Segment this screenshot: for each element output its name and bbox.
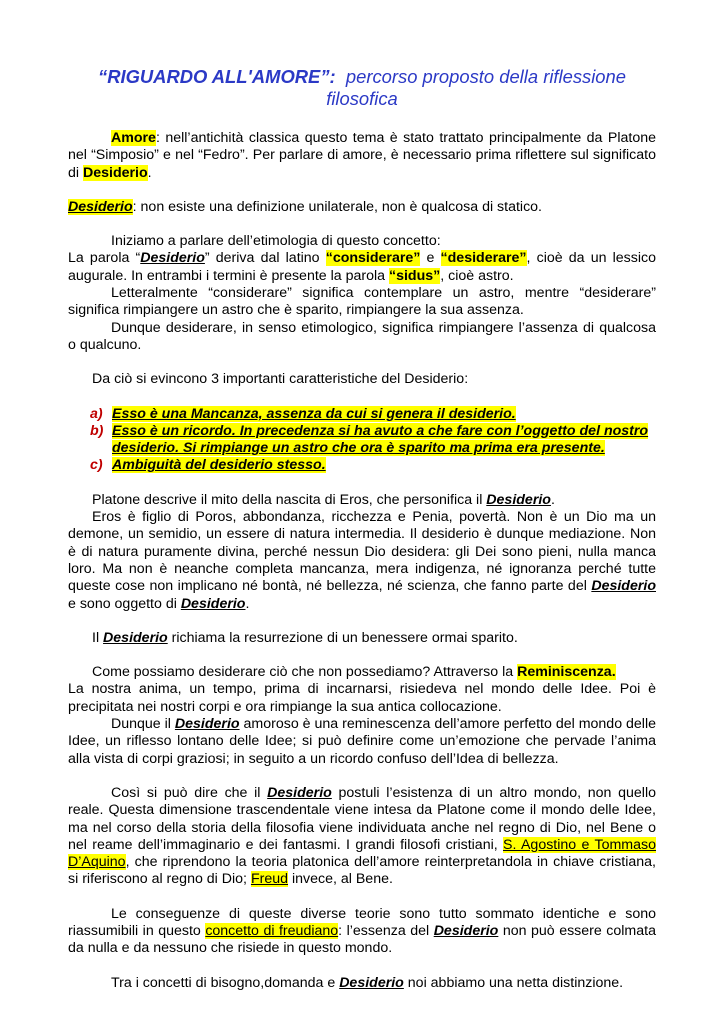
list-marker: c) [90, 457, 103, 474]
document-title [68, 66, 656, 110]
term-desiderio: Desiderio [68, 198, 133, 215]
term-desiderio: Desiderio [267, 784, 332, 801]
term-desiderio: Desiderio [339, 974, 404, 991]
list-item-text: Esso è una Mancanza, assenza da cui si genera il desiderio. [112, 405, 516, 422]
list-item-text: Ambiguità del desiderio stesso. [112, 457, 326, 474]
paragraph-amore: Amore: nell’antichità classica questo tema è stato trattato principalmente da Platone nel “Simposio” e nel “Fedro”. Per parlare di amore, è necessario prima riflettere sul significato di Desiderio. [68, 130, 656, 181]
term-sidus: “sidus” [388, 267, 441, 284]
list-item [90, 406, 656, 423]
paragraph-altro-mondo: Così si può dire che il Desiderio postuli l’esistenza di un altro mondo, non quello reale. Questa dimensione trascendentale viene intesa da Platone come il mondo delle Idee, ma nel corso della storia della filosofia viene individuata anche nel regno di Dio, nel Bene o nel reame dell’immaginario e dei fantasmi. I grandi filosofi cristiani, S. Agostino e Tommaso D’Aquino, che riprendono la teoria platonica dell’amore reinterpretandola in chiave cristiana, si riferiscono al regno di Dio; Freud invece, al Bene. [68, 784, 656, 888]
paragraph-eros-intro: Platone descrive il mito della nascita di Eros, che personifica il Desiderio. [92, 491, 555, 508]
term-agostino-tommaso: S. Agostino e Tommaso D’Aquino [68, 836, 656, 871]
term-desiderare: “desiderare” [440, 250, 527, 267]
title-main: “RIGUARDO ALL'AMORE”: [98, 66, 336, 87]
term-concetto-freudiano: concetto di freudiano [205, 922, 339, 939]
paragraph-etymology-intro: Iniziamo a parlare dell’etimologia di questo concetto: [111, 233, 441, 250]
term-desiderio: Desiderio [591, 578, 656, 595]
paragraph-anima: La nostra anima, un tempo, prima di incarnarsi, risiedeva nel mondo delle Idee. Poi è precipitata nei nostri corpi e ora rimpiange la sua antica collocazione. [68, 681, 656, 715]
list-item-text: Esso è un ricordo. In precedenza si ha avuto a che fare con l’oggetto del nostro desiderio. Si rimpiange un astro che ora è sparito ma prima era presente. [112, 422, 649, 457]
document-page [68, 66, 656, 992]
paragraph-conseguenze: Le conseguenze di queste diverse teorie sono tutto sommato identiche e sono riassumibili in questo concetto di freudiano: l’essenza del Desiderio non può essere colmata da nulla e da nessuno che risiede in questo mondo. [68, 905, 656, 957]
paragraph-etymology: La parola “Desiderio” deriva dal latino “considerare” e “desiderare”, cioè da un lessico augurale. In entrambi i termini è presente la parola “sidus”, cioè astro. [68, 250, 657, 284]
paragraph-desiderio-definition: Desiderio: non esiste una definizione unilaterale, non è qualcosa di statico. [68, 198, 543, 215]
term-desiderio: Desiderio [82, 164, 148, 181]
paragraph-resurrezione: Il Desiderio richiama la resurrezione di un benessere ormai sparito. [92, 629, 518, 646]
term-desiderio: Desiderio [180, 595, 246, 612]
paragraph-eros: Eros è figlio di Poros, abbondanza, ricchezza e Penia, povertà. Non è un Dio ma un demone, un semidio, un essere di natura intermedia. Il desiderio è dunque mediazione. Non è di natura puramente divina, perché nessun Dio desidera: gli Dei sono pieni, nulla manca loro. Ma non è neanche completa mancanza, mera indigenza, né ignoranza perché tutte queste cose non implicano né bontà, né bellezza, né scienza, che fanno parte del Desiderio e sono oggetto di Desiderio. [68, 509, 656, 612]
paragraph-dunque: Dunque desiderare, in senso etimologico, significa rimpiangere l’assenza di qualcosa o qualcuno. [68, 319, 656, 353]
term-reminiscenza: Reminiscenza. [517, 664, 616, 681]
term-desiderio: Desiderio [103, 629, 168, 646]
term-considerare: “considerare” [325, 250, 421, 267]
list-item [90, 457, 656, 474]
list-marker: b) [90, 422, 104, 439]
title-sub: percorso proposto della riflessione filosofica [326, 66, 626, 109]
term-desiderio: Desiderio [140, 250, 205, 267]
term-freud: Freud [250, 871, 289, 888]
list-marker: a) [90, 405, 103, 422]
paragraph-reminiscenza-question: Come possiamo desiderare ciò che non possediamo? Attraverso la Reminiscenza. [92, 664, 616, 681]
paragraph-desiderio-amoroso: Dunque il Desiderio amoroso è una reminescenza dell’amore perfetto del mondo delle Idee, un riflesso lontano delle Idee; si può definire come un’emozione che pervade l’anima alla vista di corpi graziosi; in seguito a un ricordo confuso dell’Idea di bellezza. [68, 716, 657, 767]
characteristics-list [68, 406, 656, 475]
term-amore: Amore [111, 130, 156, 146]
paragraph-characteristics-intro: Da ciò si evincono 3 importanti caratteristiche del Desiderio: [92, 371, 469, 388]
term-desiderio: Desiderio [174, 716, 240, 733]
list-item [90, 423, 656, 458]
paragraph-distinzione: Tra i concetti di bisogno,domanda e Desiderio noi abbiamo una netta distinzione. [111, 974, 624, 991]
term-desiderio: Desiderio [486, 491, 551, 508]
term-desiderio: Desiderio [433, 922, 499, 939]
paragraph-considerare: Letteralmente “considerare” significa contemplare un astro, mentre “desiderare” significa rimpiangere un astro che è sparito, rimpiangere la sua assenza. [68, 285, 656, 319]
